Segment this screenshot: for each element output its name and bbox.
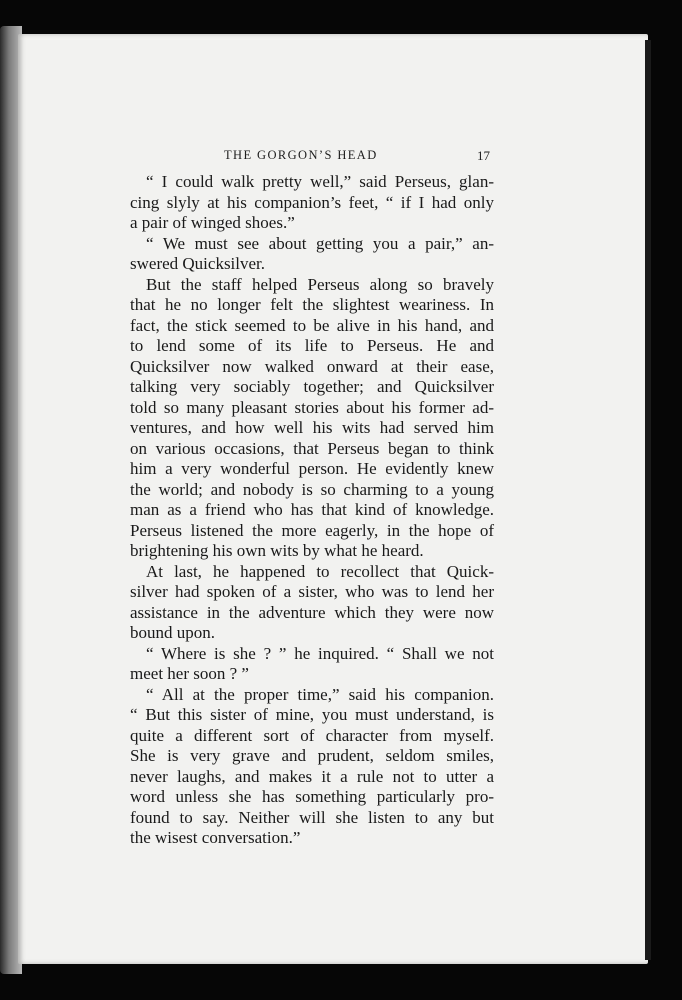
text-line: word unless she has something particularly pro-	[130, 787, 494, 806]
text-line: to lend some of its life to Perseus. He and	[130, 336, 494, 355]
text-line: Perseus listened the more eagerly, in the hope of	[130, 520, 494, 540]
page-number: 17	[477, 148, 490, 163]
text-line: silver had spoken of a sister, who was to lend her	[130, 582, 494, 601]
text-line: quite a different sort of character from myself.	[130, 725, 494, 745]
text-line: “ All at the proper time,” said his companion.	[146, 684, 494, 704]
text-line: a pair of winged shoes.”	[130, 213, 295, 232]
text-line: assistance in the adventure which they were now	[130, 602, 494, 622]
text-line: “ But this sister of mine, you must understand, is	[130, 705, 494, 724]
text-line: talking very sociably together; and Quicksilver	[130, 377, 494, 396]
text-line: ventures, and how well his wits had served him	[130, 418, 494, 437]
text-line: “ I could walk pretty well,” said Perseus, glan-	[146, 172, 494, 191]
text-line: told so many pleasant stories about his former ad-	[130, 397, 494, 417]
page-fore-edge	[645, 40, 651, 960]
text-line: fact, the stick seemed to be alive in his hand, and	[130, 315, 494, 335]
text-line: But the staff helped Perseus along so bravely	[146, 274, 494, 294]
text-line: that he no longer felt the slightest weariness. In	[130, 295, 494, 314]
text-line: “ We must see about getting you a pair,” an-	[146, 233, 494, 253]
text-line: never laughs, and makes it a rule not to utter a	[130, 766, 494, 786]
body-text	[130, 172, 494, 849]
text-line: man as a friend who has that kind of knowledge.	[130, 500, 494, 519]
text-line: She is very grave and prudent, seldom smiles,	[130, 746, 494, 765]
text-line: bound upon.	[130, 623, 215, 642]
text-line: “ Where is she ? ” he inquired. “ Shall we not	[146, 643, 494, 663]
text-line: the world; and nobody is so charming to a young	[130, 479, 494, 499]
text-line: on various occasions, that Perseus began to think	[130, 438, 494, 458]
text-line: meet her soon ? ”	[130, 664, 249, 683]
text-line: At last, he happened to recollect that Quick-	[146, 561, 494, 581]
text-line: found to say. Neither will she listen to any but	[130, 807, 494, 827]
text-line: brightening his own wits by what he heard.	[130, 541, 424, 560]
text-line: cing slyly at his companion’s feet, “ if I had only	[130, 192, 494, 212]
text-line: swered Quicksilver.	[130, 254, 266, 273]
text-line: Quicksilver now walked onward at their ease,	[130, 356, 494, 376]
page-header	[130, 148, 494, 168]
text-line: him a very wonderful person. He evidently knew	[130, 459, 494, 478]
text-line: the wisest conversation.”	[130, 828, 301, 847]
running-head: THE GORGON’S HEAD	[224, 148, 378, 162]
